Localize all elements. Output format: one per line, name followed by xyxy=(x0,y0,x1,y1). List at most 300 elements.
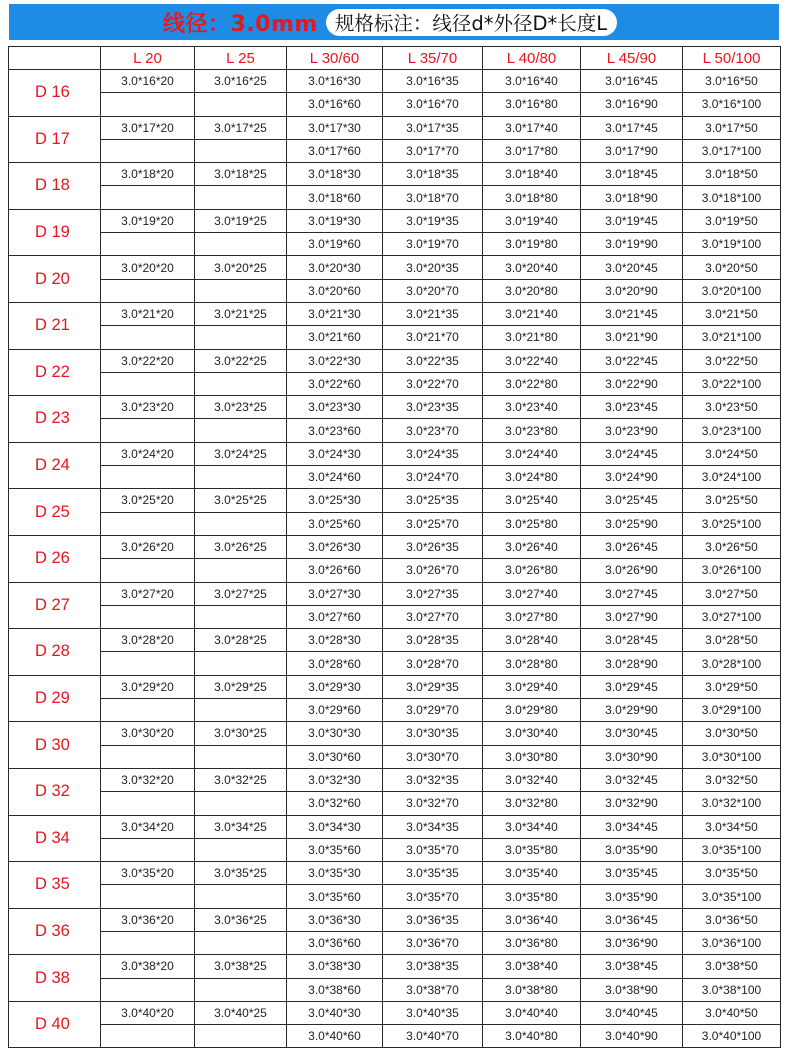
empty-cell xyxy=(101,512,195,535)
spec-cell: 3.0*26*60 xyxy=(287,559,383,582)
spec-cell: 3.0*24*60 xyxy=(287,466,383,489)
spec-cell: 3.0*22*50 xyxy=(683,349,781,372)
spec-cell: 3.0*32*80 xyxy=(483,792,581,815)
table-row xyxy=(9,70,781,93)
spec-cell: 3.0*24*40 xyxy=(483,442,581,465)
spec-cell: 3.0*21*30 xyxy=(287,302,383,325)
empty-cell xyxy=(101,93,195,116)
spec-cell: 3.0*30*80 xyxy=(483,745,581,768)
spec-cell: 3.0*40*25 xyxy=(195,1001,287,1024)
spec-cell: 3.0*38*50 xyxy=(683,955,781,978)
empty-cell xyxy=(101,419,195,442)
spec-cell: 3.0*28*100 xyxy=(683,652,781,675)
spec-cell: 3.0*29*30 xyxy=(287,675,383,698)
empty-cell xyxy=(101,885,195,908)
spec-cell: 3.0*18*40 xyxy=(483,163,581,186)
spec-cell: 3.0*40*90 xyxy=(581,1025,683,1048)
spec-cell: 3.0*40*60 xyxy=(287,1025,383,1048)
spec-cell: 3.0*28*90 xyxy=(581,652,683,675)
spec-cell: 3.0*28*50 xyxy=(683,629,781,652)
spec-cell: 3.0*19*20 xyxy=(101,209,195,232)
spec-cell: 3.0*22*25 xyxy=(195,349,287,372)
empty-cell xyxy=(101,559,195,582)
spec-cell: 3.0*32*35 xyxy=(383,768,483,791)
empty-cell xyxy=(195,419,287,442)
spec-cell: 3.0*30*70 xyxy=(383,745,483,768)
table-row xyxy=(9,815,781,838)
spec-cell: 3.0*23*70 xyxy=(383,419,483,442)
table-row xyxy=(9,326,781,349)
spec-cell: 3.0*30*25 xyxy=(195,722,287,745)
table-row xyxy=(9,885,781,908)
spec-cell: 3.0*18*90 xyxy=(581,186,683,209)
table-row xyxy=(9,862,781,885)
spec-cell: 3.0*29*90 xyxy=(581,699,683,722)
table-row xyxy=(9,512,781,535)
spec-cell: 3.0*34*40 xyxy=(483,815,581,838)
spec-cell: 3.0*26*40 xyxy=(483,535,581,558)
spec-cell: 3.0*36*90 xyxy=(581,931,683,954)
spec-cell: 3.0*23*90 xyxy=(581,419,683,442)
outer-diameter-label: D 34 xyxy=(9,815,101,862)
spec-cell: 3.0*30*35 xyxy=(383,722,483,745)
spec-cell: 3.0*25*90 xyxy=(581,512,683,535)
spec-cell: 3.0*22*100 xyxy=(683,372,781,395)
outer-diameter-label: D 30 xyxy=(9,722,101,769)
table-row xyxy=(9,1025,781,1048)
outer-diameter-label: D 27 xyxy=(9,582,101,629)
wire-diameter-title: 线径：3.0mm xyxy=(163,11,318,37)
spec-cell: 3.0*38*45 xyxy=(581,955,683,978)
outer-diameter-label: D 38 xyxy=(9,955,101,1002)
spec-cell: 3.0*25*60 xyxy=(287,512,383,535)
spec-cell: 3.0*24*45 xyxy=(581,442,683,465)
spec-cell: 3.0*29*20 xyxy=(101,675,195,698)
spec-cell: 3.0*27*100 xyxy=(683,605,781,628)
spec-cell: 3.0*36*45 xyxy=(581,908,683,931)
empty-cell xyxy=(195,1025,287,1048)
spec-cell: 3.0*24*100 xyxy=(683,466,781,489)
spec-cell: 3.0*34*45 xyxy=(581,815,683,838)
spec-cell: 3.0*26*25 xyxy=(195,535,287,558)
table-row xyxy=(9,722,781,745)
spec-cell: 3.0*16*45 xyxy=(581,70,683,93)
spec-cell: 3.0*24*50 xyxy=(683,442,781,465)
spec-cell: 3.0*24*90 xyxy=(581,466,683,489)
spec-cell: 3.0*29*45 xyxy=(581,675,683,698)
spec-cell: 3.0*17*70 xyxy=(383,139,483,162)
spec-cell: 3.0*21*45 xyxy=(581,302,683,325)
spec-cell: 3.0*22*40 xyxy=(483,349,581,372)
spec-cell: 3.0*38*25 xyxy=(195,955,287,978)
table-row xyxy=(9,1001,781,1024)
spec-cell: 3.0*35*35 xyxy=(383,862,483,885)
spec-cell: 3.0*32*40 xyxy=(483,768,581,791)
spec-cell: 3.0*16*70 xyxy=(383,93,483,116)
empty-cell xyxy=(195,139,287,162)
spec-cell: 3.0*27*50 xyxy=(683,582,781,605)
table-row xyxy=(9,279,781,302)
spec-cell: 3.0*19*90 xyxy=(581,233,683,256)
spec-cell: 3.0*27*40 xyxy=(483,582,581,605)
spec-cell: 3.0*18*20 xyxy=(101,163,195,186)
table-row xyxy=(9,116,781,139)
table-row xyxy=(9,535,781,558)
spec-cell: 3.0*25*70 xyxy=(383,512,483,535)
spec-cell: 3.0*16*40 xyxy=(483,70,581,93)
empty-cell xyxy=(195,792,287,815)
spec-cell: 3.0*20*100 xyxy=(683,279,781,302)
spec-cell: 3.0*17*20 xyxy=(101,116,195,139)
empty-cell xyxy=(195,885,287,908)
empty-cell xyxy=(195,512,287,535)
empty-cell xyxy=(101,279,195,302)
empty-cell xyxy=(195,838,287,861)
spec-cell: 3.0*21*60 xyxy=(287,326,383,349)
spec-cell: 3.0*18*50 xyxy=(683,163,781,186)
spec-cell: 3.0*17*45 xyxy=(581,116,683,139)
table-row xyxy=(9,908,781,931)
spec-cell: 3.0*35*40 xyxy=(483,862,581,885)
spec-cell: 3.0*40*30 xyxy=(287,1001,383,1024)
table-row xyxy=(9,233,781,256)
outer-diameter-label: D 26 xyxy=(9,535,101,582)
spec-cell: 3.0*26*30 xyxy=(287,535,383,558)
spec-cell: 3.0*16*100 xyxy=(683,93,781,116)
spec-cell: 3.0*26*20 xyxy=(101,535,195,558)
spec-cell: 3.0*20*70 xyxy=(383,279,483,302)
outer-diameter-label: D 40 xyxy=(9,1001,101,1048)
spec-cell: 3.0*32*90 xyxy=(581,792,683,815)
spec-cell: 3.0*35*70 xyxy=(383,885,483,908)
spec-cell: 3.0*30*30 xyxy=(287,722,383,745)
spec-cell: 3.0*19*50 xyxy=(683,209,781,232)
outer-diameter-label: D 20 xyxy=(9,256,101,303)
spec-cell: 3.0*23*25 xyxy=(195,396,287,419)
spec-cell: 3.0*26*100 xyxy=(683,559,781,582)
spec-cell: 3.0*35*30 xyxy=(287,862,383,885)
spec-cell: 3.0*38*70 xyxy=(383,978,483,1001)
empty-cell xyxy=(101,605,195,628)
spec-cell: 3.0*17*100 xyxy=(683,139,781,162)
spec-cell: 3.0*21*35 xyxy=(383,302,483,325)
spec-cell: 3.0*24*20 xyxy=(101,442,195,465)
table-row xyxy=(9,302,781,325)
spec-cell: 3.0*26*45 xyxy=(581,535,683,558)
spec-cell: 3.0*23*60 xyxy=(287,419,383,442)
table-row xyxy=(9,955,781,978)
spec-cell: 3.0*29*70 xyxy=(383,699,483,722)
spec-cell: 3.0*20*80 xyxy=(483,279,581,302)
empty-cell xyxy=(101,652,195,675)
spec-cell: 3.0*25*45 xyxy=(581,489,683,512)
outer-diameter-label: D 22 xyxy=(9,349,101,396)
table-body xyxy=(9,70,781,1048)
spec-cell: 3.0*30*20 xyxy=(101,722,195,745)
outer-diameter-label: D 16 xyxy=(9,70,101,117)
outer-diameter-label: D 18 xyxy=(9,163,101,210)
spec-cell: 3.0*19*25 xyxy=(195,209,287,232)
spec-cell: 3.0*38*100 xyxy=(683,978,781,1001)
spec-cell: 3.0*30*45 xyxy=(581,722,683,745)
spec-cell: 3.0*17*40 xyxy=(483,116,581,139)
spec-cell: 3.0*40*80 xyxy=(483,1025,581,1048)
spec-cell: 3.0*18*30 xyxy=(287,163,383,186)
spec-cell: 3.0*32*50 xyxy=(683,768,781,791)
spec-cell: 3.0*22*30 xyxy=(287,349,383,372)
header-length-cell: L 40/80 xyxy=(483,47,581,70)
spec-cell: 3.0*32*100 xyxy=(683,792,781,815)
spec-cell: 3.0*21*70 xyxy=(383,326,483,349)
spec-cell: 3.0*16*60 xyxy=(287,93,383,116)
spec-cell: 3.0*18*100 xyxy=(683,186,781,209)
outer-diameter-label: D 29 xyxy=(9,675,101,722)
spec-cell: 3.0*29*25 xyxy=(195,675,287,698)
spec-cell: 3.0*35*60 xyxy=(287,838,383,861)
spec-cell: 3.0*26*90 xyxy=(581,559,683,582)
spec-cell: 3.0*17*25 xyxy=(195,116,287,139)
spec-cell: 3.0*29*50 xyxy=(683,675,781,698)
spec-cell: 3.0*19*30 xyxy=(287,209,383,232)
spec-cell: 3.0*29*60 xyxy=(287,699,383,722)
spec-cell: 3.0*18*80 xyxy=(483,186,581,209)
spec-cell: 3.0*28*30 xyxy=(287,629,383,652)
spec-cell: 3.0*28*20 xyxy=(101,629,195,652)
spec-cell: 3.0*36*25 xyxy=(195,908,287,931)
spec-cell: 3.0*40*40 xyxy=(483,1001,581,1024)
outer-diameter-label: D 28 xyxy=(9,629,101,676)
spec-cell: 3.0*30*90 xyxy=(581,745,683,768)
spec-cell: 3.0*21*100 xyxy=(683,326,781,349)
table-row xyxy=(9,489,781,512)
spec-cell: 3.0*23*35 xyxy=(383,396,483,419)
spec-cell: 3.0*17*90 xyxy=(581,139,683,162)
spec-cell: 3.0*38*20 xyxy=(101,955,195,978)
spec-cell: 3.0*16*25 xyxy=(195,70,287,93)
spec-cell: 3.0*19*40 xyxy=(483,209,581,232)
spec-cell: 3.0*36*60 xyxy=(287,931,383,954)
spec-cell: 3.0*22*70 xyxy=(383,372,483,395)
spec-cell: 3.0*35*100 xyxy=(683,885,781,908)
spec-cell: 3.0*23*20 xyxy=(101,396,195,419)
spec-cell: 3.0*35*45 xyxy=(581,862,683,885)
spec-cell: 3.0*35*60 xyxy=(287,885,383,908)
spec-cell: 3.0*34*50 xyxy=(683,815,781,838)
spec-cell: 3.0*21*40 xyxy=(483,302,581,325)
empty-cell xyxy=(101,838,195,861)
table-row xyxy=(9,466,781,489)
table-row xyxy=(9,256,781,279)
table-row xyxy=(9,372,781,395)
spec-cell: 3.0*16*90 xyxy=(581,93,683,116)
spec-cell: 3.0*28*60 xyxy=(287,652,383,675)
spec-cell: 3.0*35*70 xyxy=(383,838,483,861)
spec-cell: 3.0*19*45 xyxy=(581,209,683,232)
title-banner xyxy=(9,4,779,40)
empty-cell xyxy=(195,186,287,209)
outer-diameter-label: D 24 xyxy=(9,442,101,489)
spec-cell: 3.0*25*20 xyxy=(101,489,195,512)
spec-cell: 3.0*35*80 xyxy=(483,885,581,908)
spec-cell: 3.0*24*35 xyxy=(383,442,483,465)
spec-cell: 3.0*29*40 xyxy=(483,675,581,698)
spec-cell: 3.0*27*25 xyxy=(195,582,287,605)
spec-cell: 3.0*34*20 xyxy=(101,815,195,838)
spec-cell: 3.0*36*70 xyxy=(383,931,483,954)
spec-cell: 3.0*22*45 xyxy=(581,349,683,372)
spec-table xyxy=(8,46,781,1048)
spec-cell: 3.0*20*50 xyxy=(683,256,781,279)
spec-cell: 3.0*16*50 xyxy=(683,70,781,93)
spec-cell: 3.0*23*50 xyxy=(683,396,781,419)
spec-cell: 3.0*21*80 xyxy=(483,326,581,349)
table-row xyxy=(9,419,781,442)
spec-cell: 3.0*20*90 xyxy=(581,279,683,302)
spec-cell: 3.0*26*80 xyxy=(483,559,581,582)
spec-cell: 3.0*19*100 xyxy=(683,233,781,256)
table-row xyxy=(9,675,781,698)
empty-cell xyxy=(195,559,287,582)
spec-cell: 3.0*28*80 xyxy=(483,652,581,675)
spec-cell: 3.0*26*50 xyxy=(683,535,781,558)
spec-cell: 3.0*20*40 xyxy=(483,256,581,279)
spec-cell: 3.0*19*35 xyxy=(383,209,483,232)
spec-cell: 3.0*18*25 xyxy=(195,163,287,186)
empty-cell xyxy=(101,792,195,815)
spec-cell: 3.0*17*35 xyxy=(383,116,483,139)
spec-cell: 3.0*38*30 xyxy=(287,955,383,978)
spec-cell: 3.0*19*70 xyxy=(383,233,483,256)
spec-cell: 3.0*17*60 xyxy=(287,139,383,162)
spec-cell: 3.0*38*40 xyxy=(483,955,581,978)
empty-cell xyxy=(195,652,287,675)
spec-cell: 3.0*16*35 xyxy=(383,70,483,93)
empty-cell xyxy=(101,931,195,954)
spec-cell: 3.0*23*45 xyxy=(581,396,683,419)
spec-cell: 3.0*27*20 xyxy=(101,582,195,605)
outer-diameter-label: D 23 xyxy=(9,396,101,443)
spec-cell: 3.0*25*25 xyxy=(195,489,287,512)
spec-cell: 3.0*35*20 xyxy=(101,862,195,885)
spec-cell: 3.0*24*25 xyxy=(195,442,287,465)
spec-cell: 3.0*17*50 xyxy=(683,116,781,139)
empty-cell xyxy=(195,605,287,628)
spec-cell: 3.0*17*30 xyxy=(287,116,383,139)
spec-cell: 3.0*36*100 xyxy=(683,931,781,954)
table-row xyxy=(9,209,781,232)
spec-cell: 3.0*34*30 xyxy=(287,815,383,838)
spec-cell: 3.0*25*80 xyxy=(483,512,581,535)
spec-cell: 3.0*40*100 xyxy=(683,1025,781,1048)
table-row xyxy=(9,768,781,791)
spec-cell: 3.0*21*25 xyxy=(195,302,287,325)
header-row xyxy=(9,47,781,70)
spec-cell: 3.0*28*45 xyxy=(581,629,683,652)
table-row xyxy=(9,978,781,1001)
spec-cell: 3.0*30*100 xyxy=(683,745,781,768)
table-row xyxy=(9,186,781,209)
spec-cell: 3.0*29*80 xyxy=(483,699,581,722)
spec-cell: 3.0*40*70 xyxy=(383,1025,483,1048)
table-row xyxy=(9,629,781,652)
table-row xyxy=(9,559,781,582)
spec-cell: 3.0*25*50 xyxy=(683,489,781,512)
spec-cell: 3.0*35*50 xyxy=(683,862,781,885)
empty-cell xyxy=(101,326,195,349)
empty-cell xyxy=(195,745,287,768)
spec-cell: 3.0*20*20 xyxy=(101,256,195,279)
spec-cell: 3.0*28*70 xyxy=(383,652,483,675)
spec-cell: 3.0*28*25 xyxy=(195,629,287,652)
empty-cell xyxy=(195,93,287,116)
spec-cell: 3.0*36*30 xyxy=(287,908,383,931)
spec-cell: 3.0*16*20 xyxy=(101,70,195,93)
spec-cell: 3.0*38*60 xyxy=(287,978,383,1001)
header-length-cell: L 35/70 xyxy=(383,47,483,70)
table-row xyxy=(9,163,781,186)
empty-cell xyxy=(101,1025,195,1048)
spec-cell: 3.0*32*20 xyxy=(101,768,195,791)
spec-cell: 3.0*22*35 xyxy=(383,349,483,372)
empty-cell xyxy=(195,326,287,349)
table-row xyxy=(9,792,781,815)
table-row xyxy=(9,93,781,116)
spec-cell: 3.0*18*35 xyxy=(383,163,483,186)
empty-cell xyxy=(195,279,287,302)
empty-cell xyxy=(101,186,195,209)
empty-cell xyxy=(101,233,195,256)
spec-cell: 3.0*21*20 xyxy=(101,302,195,325)
spec-cell: 3.0*30*60 xyxy=(287,745,383,768)
table-row xyxy=(9,699,781,722)
spec-cell: 3.0*36*80 xyxy=(483,931,581,954)
table-row xyxy=(9,139,781,162)
spec-cell: 3.0*27*90 xyxy=(581,605,683,628)
spec-cell: 3.0*17*80 xyxy=(483,139,581,162)
spec-cell: 3.0*24*30 xyxy=(287,442,383,465)
spec-cell: 3.0*20*60 xyxy=(287,279,383,302)
spec-cell: 3.0*40*20 xyxy=(101,1001,195,1024)
spec-cell: 3.0*18*45 xyxy=(581,163,683,186)
empty-cell xyxy=(101,466,195,489)
spec-cell: 3.0*21*50 xyxy=(683,302,781,325)
spec-cell: 3.0*36*40 xyxy=(483,908,581,931)
spec-cell: 3.0*27*45 xyxy=(581,582,683,605)
spec-cell: 3.0*40*45 xyxy=(581,1001,683,1024)
spec-cell: 3.0*35*100 xyxy=(683,838,781,861)
header-length-cell: L 30/60 xyxy=(287,47,383,70)
spec-cell: 3.0*38*80 xyxy=(483,978,581,1001)
table-row xyxy=(9,652,781,675)
spec-cell: 3.0*23*80 xyxy=(483,419,581,442)
outer-diameter-label: D 25 xyxy=(9,489,101,536)
spec-cell: 3.0*26*70 xyxy=(383,559,483,582)
spec-cell: 3.0*23*40 xyxy=(483,396,581,419)
empty-cell xyxy=(195,978,287,1001)
header-length-cell: L 20 xyxy=(101,47,195,70)
spec-cell: 3.0*34*35 xyxy=(383,815,483,838)
spec-cell: 3.0*24*70 xyxy=(383,466,483,489)
spec-cell: 3.0*34*25 xyxy=(195,815,287,838)
spec-cell: 3.0*25*30 xyxy=(287,489,383,512)
table-row xyxy=(9,605,781,628)
spec-cell: 3.0*19*60 xyxy=(287,233,383,256)
empty-cell xyxy=(195,466,287,489)
spec-cell: 3.0*20*25 xyxy=(195,256,287,279)
spec-cell: 3.0*27*60 xyxy=(287,605,383,628)
table-row xyxy=(9,396,781,419)
spec-cell: 3.0*36*35 xyxy=(383,908,483,931)
